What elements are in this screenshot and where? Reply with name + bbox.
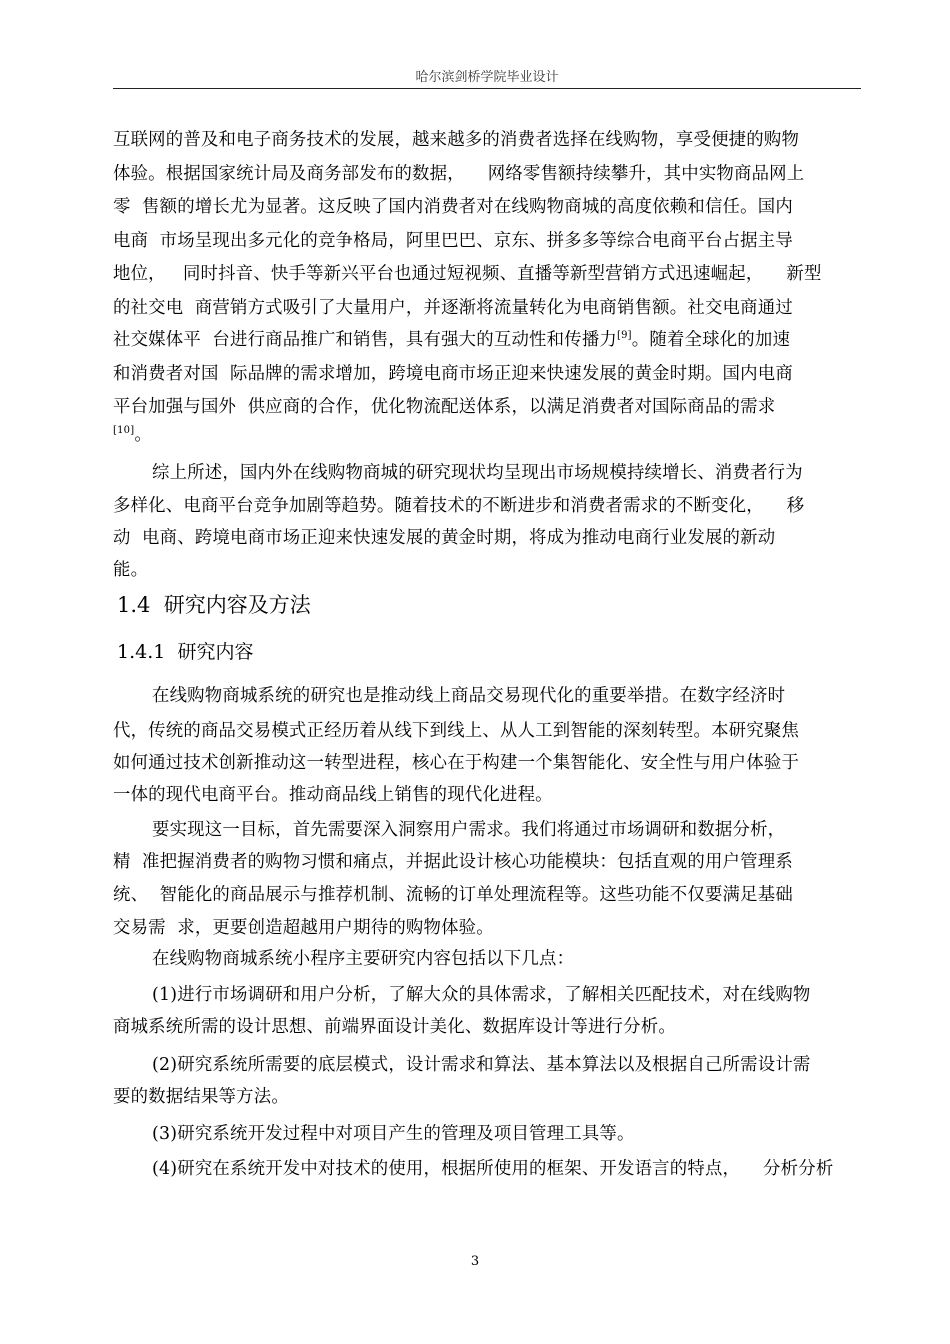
para1-line8: 和消费者对国 际品牌的需求增加，跨境电商市场正迎来快速发展的黄金时期。国内电商 — [113, 364, 793, 384]
para1-line3: 零 售额的增长尤为显著。这反映了国内消费者对在线购物商城的高度依赖和信任。国内 — [113, 197, 793, 217]
subsection-title: 研究内容 — [177, 641, 254, 663]
citation-10: [10] — [113, 425, 135, 436]
item2-line2: 要的数据结果等方法。 — [113, 1087, 289, 1107]
page-header: 哈尔滨剑桥学院毕业设计 — [415, 70, 559, 85]
para1-line9: 平台加强与国外 供应商的合作，优化物流配送体系，以满足消费者对国际商品的需求 — [113, 397, 776, 417]
section-heading — [117, 589, 311, 619]
para1-line7-end: 。随着全球化的加速 — [631, 330, 791, 350]
citation-9: [9] — [617, 330, 632, 341]
para1-line6: 的社交电 商营销方式吸引了大量用户，并逐渐将流量转化为电商销售额。社交电商通过 — [113, 298, 793, 318]
para1-line5: 地位， 同时抖音、快手等新兴平台也通过短视频、直播等新型营销方式迅速崛起， 新型 — [113, 264, 822, 284]
header-rule — [113, 88, 861, 89]
para1-line10 — [113, 420, 152, 445]
item2-line1: (2)研究系统所需要的底层模式，设计需求和算法、基本算法以及根据自己所需设计需 — [152, 1055, 811, 1075]
para4-line1: 要实现这一目标，首先需要深入洞察用户需求。我们将通过市场调研和数据分析， — [152, 820, 786, 840]
subsection-number: 1.4.1 — [117, 641, 166, 663]
para1-line7 — [113, 325, 790, 350]
para3-line4: 一体的现代电商平台。推动商品线上销售的现代化进程。 — [113, 785, 553, 805]
item1-line2: 商城系统所需的设计思想、前端界面设计美化、数据库设计等进行分析。 — [113, 1017, 676, 1037]
subsection-heading — [117, 637, 253, 664]
para1-line7-text: 社交媒体平 台进行商品推广和销售，具有强大的互动性和传播力 — [113, 330, 617, 350]
para1-line4: 电商 市场呈现出多元化的竞争格局，阿里巴巴、京东、拼多多等综合电商平台占据主导 — [113, 231, 793, 251]
para3-line3: 如何通过技术创新推动这一转型进程，核心在于构建一个集智能化、安全性与用户体验于 — [113, 753, 800, 773]
section-number: 1.4 — [117, 593, 151, 617]
section-title: 研究内容及方法 — [163, 593, 311, 617]
para1-line2: 体验。根据国家统计局及商务部发布的数据， 网络零售额持续攀升，其中实物商品网上 — [113, 164, 805, 184]
para1-line1: 互联网的普及和电子商务技术的发展，越来越多的消费者选择在线购物，享受便捷的购物 — [113, 130, 800, 150]
para2-line4: 能。 — [113, 560, 149, 580]
para3-line2: 代，传统的商品交易模式正经历着从线下到线上、从人工到智能的深刻转型。本研究聚焦 — [113, 721, 800, 741]
item1-line1: (1)进行市场调研和用户分析，了解大众的具体需求，了解相关匹配技术，对在线购物 — [152, 985, 811, 1005]
para1-line10-text: 。 — [134, 425, 152, 445]
para3-line1: 在线购物商城系统的研究也是推动线上商品交易现代化的重要举措。在数字经济时 — [152, 686, 786, 706]
item4-line1: (4)研究在系统开发中对技术的使用，根据所使用的框架、开发语言的特点， 分析分析 — [152, 1159, 834, 1179]
para2-line3: 动 电商、跨境电商市场正迎来快速发展的黄金时期，将成为推动电商行业发展的新动 — [113, 528, 776, 548]
para4-line4: 交易需 求，更要创造超越用户期待的购物体验。 — [113, 918, 494, 938]
para5-line1: 在线购物商城系统小程序主要研究内容包括以下几点： — [152, 949, 575, 969]
para2-line2: 多样化、电商平台竞争加剧等趋势。随着技术的不断进步和消费者需求的不断变化， 移 — [113, 496, 805, 516]
para4-line3: 统、 智能化的商品展示与推荐机制、流畅的订单处理流程等。这些功能不仅要满足基础 — [113, 885, 793, 905]
para2-line1: 综上所述，国内外在线购物商城的研究现状均呈现出市场规模持续增长、消费者行为 — [152, 463, 803, 483]
item3-line1: (3)研究系统开发过程中对项目产生的管理及项目管理工具等。 — [152, 1124, 635, 1144]
page-number: 3 — [470, 1254, 480, 1269]
para4-line2: 精 准把握消费者的购物习惯和痛点，并据此设计核心功能模块：包括直观的用户管理系 — [113, 852, 793, 872]
